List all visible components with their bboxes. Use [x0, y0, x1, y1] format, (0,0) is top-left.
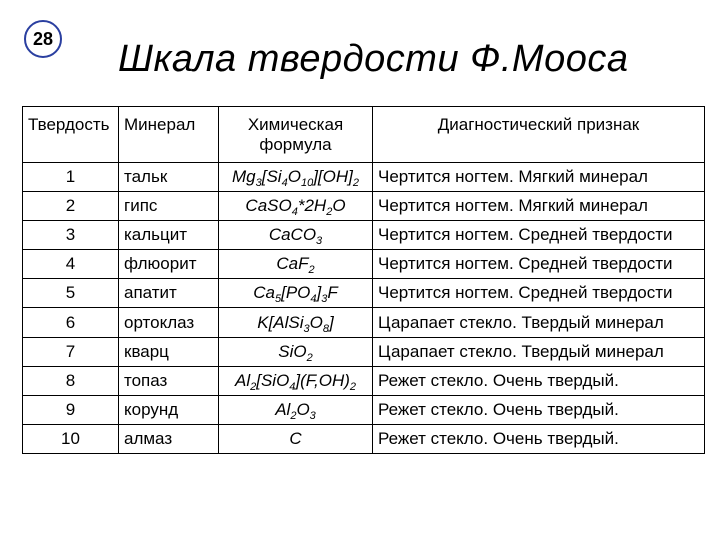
diagnostic-cell: Режет стекло. Очень твердый.: [373, 395, 705, 424]
diagnostic-cell: Режет стекло. Очень твердый.: [373, 424, 705, 453]
table-row: [23, 337, 705, 366]
formula-subscript: 4: [291, 206, 298, 219]
formula-subscript: 3: [303, 322, 310, 335]
header-hardness: Твердость: [23, 107, 119, 163]
formula-part: [Si: [261, 167, 282, 187]
formula-subscript: 4: [289, 380, 296, 393]
table-row: [23, 308, 705, 337]
formula-cell: [219, 366, 373, 395]
diagnostic-cell: Чертится ногтем. Мягкий минерал: [373, 192, 705, 221]
formula-part: SiO: [278, 341, 307, 361]
table-row: [23, 395, 705, 424]
formula-subscript: 4: [310, 293, 317, 306]
formula-part: CaF: [276, 254, 309, 274]
table-row: [23, 424, 705, 453]
formula-part: F: [327, 283, 338, 303]
hardness-cell: 3: [23, 221, 119, 250]
formula-part: O: [287, 167, 301, 187]
header-formula: Химическая формула: [219, 107, 373, 163]
hardness-cell: 1: [23, 163, 119, 192]
formula-part: Ca: [253, 283, 275, 303]
formula-part: [SiO: [256, 370, 290, 390]
diagnostic-cell: Чертится ногтем. Средней твердости: [373, 279, 705, 308]
diagnostic-cell: Царапает стекло. Твердый минерал: [373, 337, 705, 366]
formula-cell: [219, 192, 373, 221]
mohs-hardness-table: [22, 106, 705, 454]
diagnostic-cell: Чертится ногтем. Мягкий минерал: [373, 163, 705, 192]
formula-subscript: 3: [321, 293, 328, 306]
hardness-cell: 10: [23, 424, 119, 453]
hardness-cell: 8: [23, 366, 119, 395]
table-row: [23, 192, 705, 221]
formula-subscript: 2: [290, 409, 297, 422]
formula-subscript: 8: [322, 322, 330, 335]
mineral-cell: кальцит: [119, 221, 219, 250]
formula-cell: [219, 279, 373, 308]
hardness-cell: 4: [23, 250, 119, 279]
formula-cell: [219, 395, 373, 424]
mineral-cell: кварц: [119, 337, 219, 366]
mineral-cell: флюорит: [119, 250, 219, 279]
formula-subscript: 2: [306, 351, 313, 364]
diagnostic-cell: Чертится ногтем. Средней твердости: [373, 221, 705, 250]
formula-part: Mg: [232, 167, 256, 187]
formula-part: *2H: [297, 196, 327, 216]
formula-part: C: [289, 428, 302, 448]
formula-part: [PO: [281, 283, 311, 303]
formula-subscript: 4: [281, 177, 288, 190]
formula-subscript: 3: [316, 235, 323, 248]
formula-subscript: 2: [352, 177, 359, 190]
hardness-cell: 9: [23, 395, 119, 424]
table-row: [23, 279, 705, 308]
formula-part: CaCO: [268, 225, 317, 245]
slide-title: Шкала твердости Ф.Мооса: [118, 38, 629, 80]
formula-subscript: 3: [309, 409, 316, 422]
table-row: [23, 221, 705, 250]
formula-cell: [219, 424, 373, 453]
header-diagnostic: Диагностический признак: [373, 107, 705, 163]
formula-part: O: [332, 196, 346, 216]
diagnostic-cell: Режет стекло. Очень твердый.: [373, 366, 705, 395]
formula-subscript: 10: [300, 177, 314, 190]
table-row: [23, 250, 705, 279]
table-row: [23, 163, 705, 192]
formula-subscript: 2: [250, 380, 257, 393]
mineral-cell: гипс: [119, 192, 219, 221]
formula-part: CaSO: [245, 196, 292, 216]
formula-cell: [219, 308, 373, 337]
formula-part: ]: [329, 312, 334, 332]
header-mineral: Минерал: [119, 107, 219, 163]
table-row: [23, 366, 705, 395]
formula-cell: [219, 250, 373, 279]
mineral-cell: алмаз: [119, 424, 219, 453]
formula-part: Al: [275, 399, 291, 419]
mineral-cell: апатит: [119, 279, 219, 308]
formula-subscript: 2: [326, 206, 333, 219]
formula-part: K[AlSi: [257, 312, 304, 332]
hardness-cell: 5: [23, 279, 119, 308]
formula-part: Al: [234, 370, 251, 390]
formula-subscript: 2: [308, 264, 315, 277]
slide-number: 28: [32, 28, 54, 49]
hardness-cell: 6: [23, 308, 119, 337]
formula-cell: [219, 221, 373, 250]
formula-subscript: 5: [274, 293, 282, 306]
mineral-cell: тальк: [119, 163, 219, 192]
diagnostic-cell: Царапает стекло. Твердый минерал: [373, 308, 705, 337]
mineral-cell: ортоклаз: [119, 308, 219, 337]
formula-part: ][OH]: [313, 167, 353, 187]
formula-part: ](F,OH): [295, 370, 350, 390]
table-header-row: [23, 107, 705, 163]
mineral-cell: топаз: [119, 366, 219, 395]
mineral-cell: корунд: [119, 395, 219, 424]
formula-cell: [219, 163, 373, 192]
formula-part: O: [309, 312, 323, 332]
formula-subscript: 2: [349, 380, 357, 393]
formula-part: ]: [316, 283, 322, 303]
formula-cell: [219, 337, 373, 366]
slide-number-badge: [24, 20, 62, 58]
hardness-cell: 2: [23, 192, 119, 221]
diagnostic-cell: Чертится ногтем. Средней твердости: [373, 250, 705, 279]
table-body: [23, 163, 705, 454]
hardness-cell: 7: [23, 337, 119, 366]
formula-subscript: 3: [255, 177, 262, 190]
formula-part: O: [296, 399, 310, 419]
